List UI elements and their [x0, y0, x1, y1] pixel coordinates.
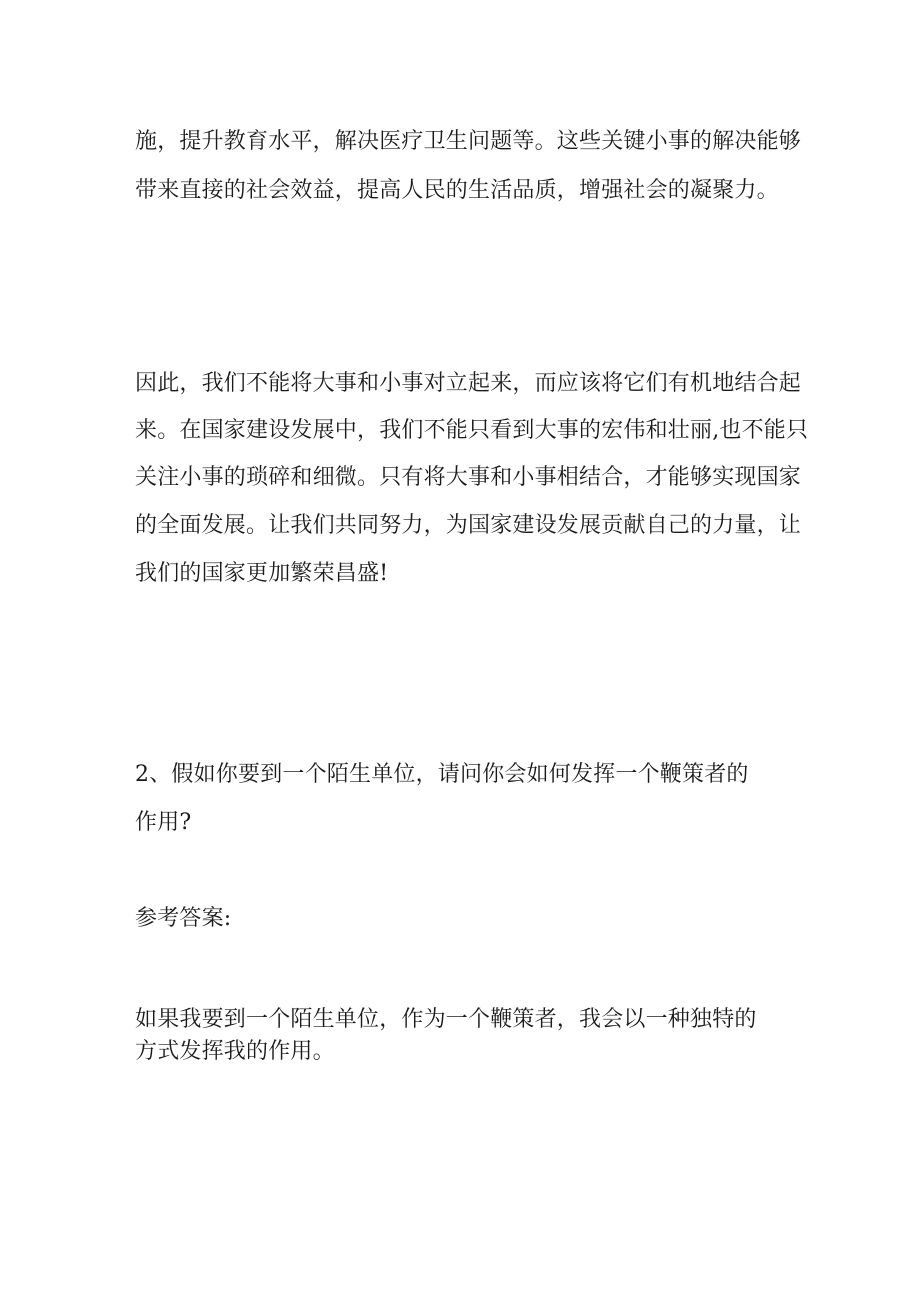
- paragraph-line: 我们的国家更加繁荣昌盛!: [135, 561, 389, 586]
- answer-line: 如果我要到一个陌生单位，作为一个鞭策者，我会以一种独特的: [135, 1007, 757, 1032]
- question-line: 2、假如你要到一个陌生单位，请问你会如何发挥一个鞭策者的: [135, 762, 749, 787]
- paragraph-line: 来。在国家建设发展中，我们不能只看到大事的宏伟和壮丽,也不能只: [135, 418, 809, 443]
- answer-line: 方式发挥我的作用。: [135, 1039, 335, 1064]
- answer-label: 参考答案:: [135, 906, 232, 931]
- paragraph-line: 关注小事的琐碎和细微。只有将大事和小事相结合，才能够实现国家: [135, 465, 802, 490]
- paragraph-line: 带来直接的社会效益，提高人民的生活品质，增强社会的凝聚力。: [135, 178, 779, 203]
- paragraph-line: 施，提升教育水平，解决医疗卫生问题等。这些关键小事的解决能够: [135, 129, 802, 154]
- question-line: 作用?: [135, 810, 192, 835]
- paragraph-line: 的全面发展。让我们共同努力，为国家建设发展贡献自己的力量，让: [135, 513, 802, 538]
- paragraph-line: 因此，我们不能将大事和小事对立起来，而应该将它们有机地结合起: [135, 371, 802, 396]
